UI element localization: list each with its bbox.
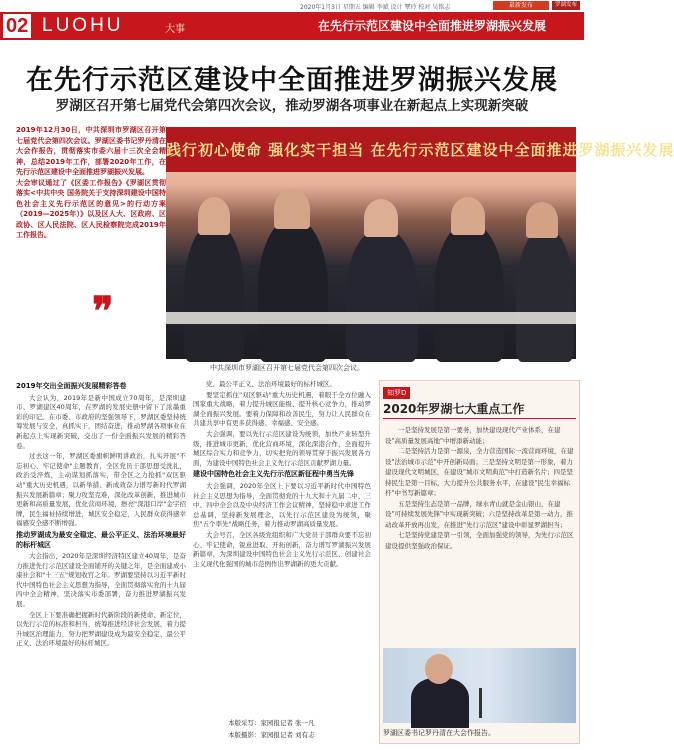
section-heading: 推动罗湖成为最安全稳定、最公平正义、法治环境最好的标杆城区 bbox=[16, 530, 186, 549]
body-paragraph: 过去这一年，罗湖区委旗帜鲜明讲政治，扎实开展"不忘初心、牢记使命"主题教育，全区党员干部思想受洗礼，政治受淬炼，主动谋划抓落实，带全区之力抢抓"双区驱动"重大历史机遇，以新举措、新成效奋力谱写新时代罗湖振兴发展新篇章；聚力攻坚克难，深化改革创新，推进城市更新和高质量发展，优化营商环境，擦亮"深港口岸"金字招牌，民生福祉持续增进，城区安全稳定，人民群众获得感幸福感安全感不断增强。 bbox=[16, 452, 186, 528]
sidebar-body bbox=[385, 425, 575, 551]
byline-photographer: 本版摄影：家园报记者 刘有志 bbox=[228, 731, 315, 739]
article-title: 在先行示范区建设中全面推进罗湖振兴发展 bbox=[26, 65, 558, 96]
article-column-2 bbox=[193, 380, 371, 570]
latest-badge: 最新发布 bbox=[493, 1, 549, 10]
body-paragraph: 大会强调，2020年全区上下要以习近平新时代中国特色社会主义思想为指导，全面贯彻党的十九大和十九届二中、三中、四中全会以及中央经济工作会议精神，坚持稳中求进工作总基调，坚持新发展理念，以先行示范区建设为统领，聚焦"五个率先"战略任务，着力推动罗湖高质量发展。 bbox=[193, 481, 371, 529]
page-number: 02 bbox=[3, 14, 31, 38]
body-paragraph: 党、最公平正义、法治环境最好的标杆城区。 bbox=[206, 380, 336, 388]
brand-badge: 罗湖发布 bbox=[552, 1, 580, 10]
sidebar-paragraph: 五是坚持生态是第一品牌，绿水青山就是金山银山，在建设"可持续发展先锋"中实现新突破；六是坚持改革是第一动力，推动改革开放再出发，在推进"先行示范区"建设中彰显罗湖担当； bbox=[385, 499, 573, 529]
body-paragraph: 大会指出，2020年是深圳经济特区建立40周年，是奋力推进先行示范区建设全面铺开的关键之年，是全面建成小康社会和"十三五"规划收官之年。罗湖要坚持以习近平新时代中国特色社会主义思想为指导，全面贯彻落实党的十九届四中全会精神，坚决落实市委部署，奋力推进罗湖振兴发展。 bbox=[16, 552, 186, 609]
body-paragraph: 大会认为，2019年是新中国成立70周年，是深圳建市、罗湖建区40周年，在罗湖的发展史册中留下了浓墨重彩的印记。在市委、市政府的坚强领导下，罗湖区委坚持统筹发展与安全，真抓实干，团结奋进，推动罗湖各项事业在新起点上实现新突破，交出了一份全面振兴发展的精彩答卷。 bbox=[16, 393, 186, 450]
photo-banner-slogan: 践行初心使命 强化实干担当 在先行示范区建设中全面推进罗湖振兴发展 bbox=[166, 141, 674, 159]
document-papers bbox=[166, 312, 576, 324]
body-paragraph: 要坚定抓住"双区驱动"重大历史机遇，着眼于全方位融入国家重大战略，着力提升城区能级、提升核心竞争力，推动罗湖全面振兴发展。要着力保障和改善民生，努力让人民群众在共建共享中有更多获得感、幸福感、安全感。 bbox=[193, 390, 371, 428]
body-paragraph: 全区上下要准确把握新时代新阶段的新使命、新定位，以先行示范的标准和担当，统筹推进经济社会发展，着力提升城区治理能力，努力把罗湖建设成为最安全稳定、最公平正义、法治环境最好的标杆城区。 bbox=[16, 610, 186, 648]
sidebar-title: 2020年罗湖七大重点工作 bbox=[383, 402, 525, 416]
body-paragraph: 大会号召，全区各级党组织和广大党员干部群众要不忘初心、牢记使命，锐意进取、开拓创新，奋力谱写罗湖振兴发展新篇章，为深圳建设中国特色社会主义先行示范区、创建社会主义现代化强国的城市范例作出罗湖新的更大贡献。 bbox=[193, 530, 371, 568]
sidebar-divider bbox=[383, 418, 576, 419]
attendee-figure bbox=[346, 227, 418, 362]
issue-meta: 2020年1月3日 星期五 编辑 李斌 设计 覃玲 校对 吴铭志 bbox=[300, 4, 451, 11]
sidebar-paragraph: 一是坚持发展是第一要务，加快建设现代产业体系，在建设"高质量发展高地"中增添新动能； bbox=[385, 426, 561, 445]
attendee-figure bbox=[434, 222, 504, 362]
banner-headline: 在先行示范区建设中全面推进罗湖振兴发展 bbox=[318, 19, 547, 33]
brand-name: LUOHU bbox=[42, 15, 124, 36]
attendee-figure bbox=[258, 217, 328, 362]
attendee-figure bbox=[198, 197, 230, 235]
article-subtitle: 罗湖区召开第七届党代会第四次会议，推动罗湖各项事业在新起点上实现新突破 bbox=[55, 98, 529, 114]
body-paragraph: 大会强调，要以先行示范区建设为统领，加快产业转型升级，推进城市更新，优化营商环境，深化深港合作，全面提升城区综合实力和竞争力，切实把党的领导贯穿于振兴发展各方面，为建设中国特色社会主义先行示范区贡献罗湖力量。 bbox=[193, 429, 371, 467]
attendee-figure bbox=[274, 189, 310, 229]
attendee-figure bbox=[526, 202, 558, 238]
speaker-figure bbox=[425, 654, 453, 684]
attendee-figure bbox=[184, 222, 244, 362]
sidebar-paragraph: 七是坚持党建是第一引领，全面加强党的领导，为先行示范区建设提供坚强政治保证。 bbox=[385, 531, 574, 550]
sidebar-paragraph: 二是坚持活力是第一源泉，全力营造国际一流营商环境，在建设"法治城市示范"中开创新局面；三是坚持文明是第一形象，着力建设现代文明城区，在建设"城市文明典范"中打造新名片；四是坚持民生是第一目标，大力提升公共服务水平，在建设"民生幸福标杆"中书写新篇章； bbox=[385, 447, 574, 497]
attendee-figure bbox=[451, 197, 485, 235]
article-lead bbox=[16, 125, 166, 241]
article-column-1 bbox=[16, 380, 186, 650]
sidebar-tag: 知罗D bbox=[383, 387, 410, 399]
lead-paragraph: 大会审议通过了《区委工作报告》《罗湖区贯彻落实<中共中央 国务院关于支持深圳建设中国特色社会主义先行示范区的意见>的行动方案（2019—2025年）》以及区人大、区政府、区政协、区人民法院、区人民检察院完成2019年工作报告。 bbox=[16, 178, 166, 239]
attendee-figure bbox=[364, 199, 398, 237]
attendee-figure bbox=[516, 227, 574, 362]
main-photo bbox=[166, 127, 674, 359]
speaker-photo-caption: 罗湖区委书记罗丹清在大会作报告。 bbox=[383, 729, 495, 737]
lead-paragraph: 2019年12月30日，中共深圳市罗湖区召开第七届党代会第四次会议。罗湖区委书记罗丹清在大会作报告，贯彻落实市委六届十三次全会精神，总结2019年工作，部署2020年工作，在先行示范区建设中全面推进罗湖振兴发展。 bbox=[16, 126, 166, 176]
byline-writer: 本版采写：家园报记者 张一凡 bbox=[228, 719, 315, 727]
quote-mark-icon: ❞ bbox=[92, 288, 114, 335]
section-label: 大事 bbox=[165, 24, 185, 35]
section-heading: 建设中国特色社会主义先行示范区新征程中勇当先锋 bbox=[193, 470, 354, 479]
speaker-figure bbox=[411, 678, 469, 728]
photo-caption: 中共深圳市罗湖区召开第七届党代会第四次会议。 bbox=[210, 364, 364, 372]
podium-microphone bbox=[479, 688, 482, 718]
section-heading: 2019年交出全面振兴发展精彩答卷 bbox=[16, 382, 127, 390]
speaker-photo bbox=[383, 648, 576, 723]
